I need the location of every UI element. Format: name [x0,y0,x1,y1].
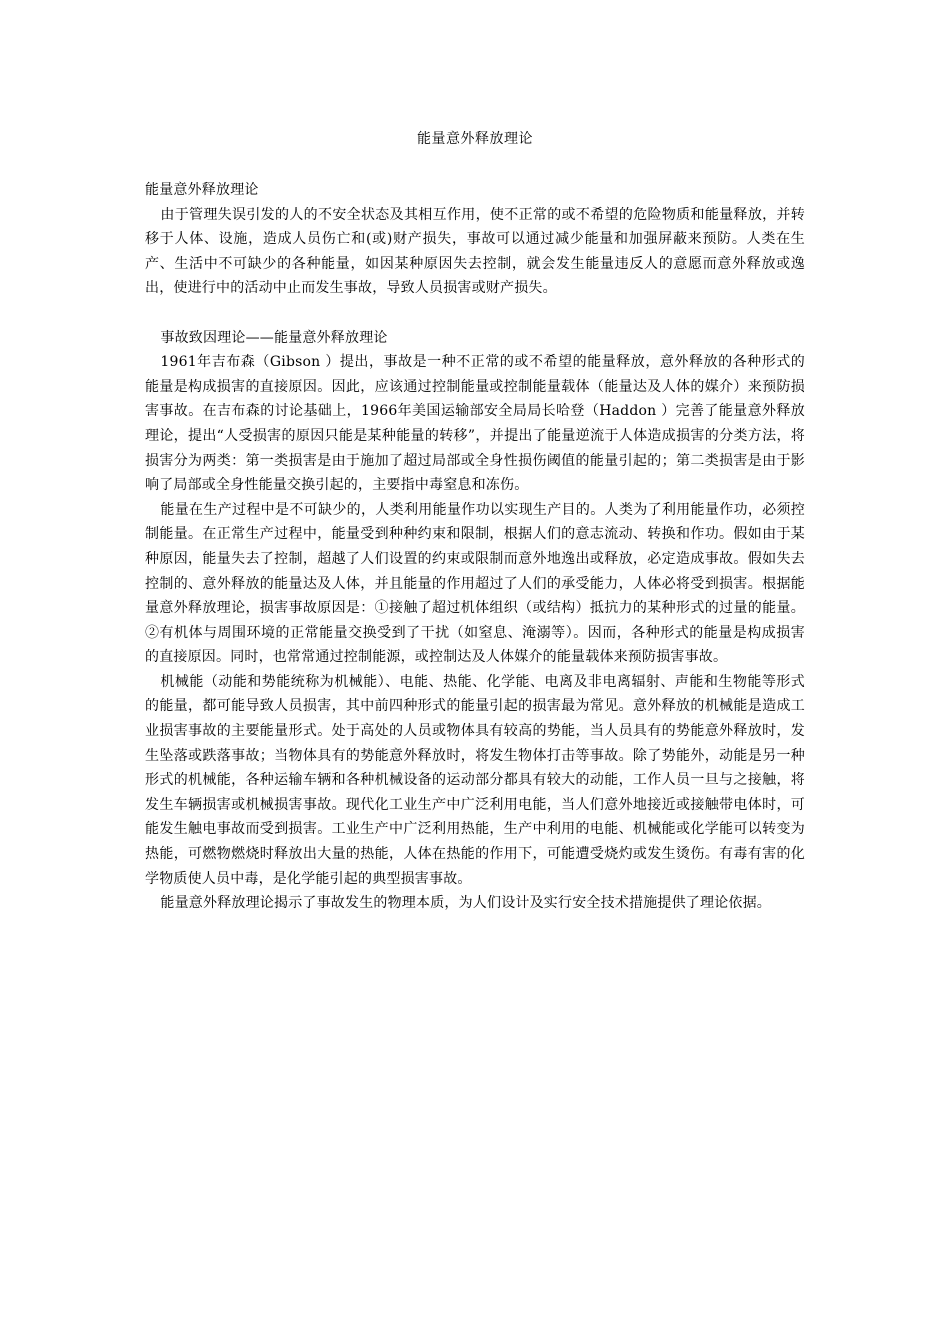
paragraph-energy-forms: 机械能（动能和势能统称为机械能）、电能、热能、化学能、电离及非电离辐射、声能和生物能等形式的能量，都可能导致人员损害，其中前四种形式的能量引起的损害最为常见。意外释放的机械能是造成工业损害事故的主要能量形式。处于高处的人员或物体具有较高的势能，当人员具有的势能意外释放时，发生坠落或跌落事故；当物体具有的势能意外释放时，将发生物体打击等事故。除了势能外，动能是另一种形式的机械能，各种运输车辆和各种机械设备的运动部分都具有较大的动能，工作人员一旦与之接触，将发生车辆损害或机械损害事故。现代化工业生产中广泛利用电能，当人们意外地接近或接触带电体时，可能发生触电事故而受到损害。工业生产中广泛利用热能，生产中利用的电能、机械能或化学能可以转变为热能，可燃物燃烧时释放出大量的热能，人体在热能的作用下，可能遭受烧灼或发生烫伤。有毒有害的化学物质使人员中毒，是化学能引起的典型损害事故。 [145,673,805,887]
paragraph-spacer [145,301,805,326]
document-title: 能量意外释放理论 [417,131,533,147]
document-body [145,178,805,916]
paragraph-conclusion: 能量意外释放理论揭示了事故发生的物理本质，为人们设计及实行安全技术措施提供了理论依据。 [160,895,771,912]
section-heading: 能量意外释放理论 [145,182,259,198]
subheading: 事故致因理论——能量意外释放理论 [160,329,388,346]
intro-paragraph: 由于管理失误引发的人的不安全状态及其相互作用，使不正常的或不希望的危险物质和能量释放，并转移于人体、设施，造成人员伤亡和(或)财产损失，事故可以通过减少能量和加强屏蔽来预防。人类在生产、生活中不可缺少的各种能量，如因某种原因失去控制，就会发生能量违反人的意愿而意外释放或逸出，使进行中的活动中止而发生事故，导致人员损害或财产损失。 [145,206,805,297]
paragraph-energy-control: 能量在生产过程中是不可缺少的，人类利用能量作功以实现生产目的。人类为了利用能量作功，必须控制能量。在正常生产过程中，能量受到种种约束和限制，根据人们的意志流动、转换和作功。假如由于某种原因，能量失去了控制，超越了人们设置的约束或限制而意外地逸出或释放，必定造成事故。假如失去控制的、意外释放的能量达及人体，并且能量的作用超过了人们的承受能力，人体必将受到损害。根据能量意外释放理论，损害事故原因是：①接触了超过机体组织（或结构）抵抗力的某种形式的过量的能量。②有机体与周围环境的正常能量交换受到了干扰（如窒息、淹溺等）。因而，各种形式的能量是构成损害的直接原因。同时，也常常通过控制能源，或控制达及人体媒介的能量载体来预防损害事故。 [145,501,805,666]
paragraph-gibson-haddon: 1961年吉布森（Gibson ）提出，事故是一种不正常的或不希望的能量释放，意外释放的各种形式的能量是构成损害的直接原因。因此，应该通过控制能量或控制能量载体（能量达及人体的媒介）来预防损害事故。在吉布森的讨论基础上，1966年美国运输部安全局局长哈登（Haddon ）完善了能量意外释放理论，提出“人受损害的原因只能是某种能量的转移”，并提出了能量逆流于人体造成损害的分类方法，将损害分为两类：第一类损害是由于施加了超过局部或全身性损伤阈值的能量引起的；第二类损害是由于影响了局部或全身性能量交换引起的，主要指中毒窒息和冻伤。 [145,354,805,494]
